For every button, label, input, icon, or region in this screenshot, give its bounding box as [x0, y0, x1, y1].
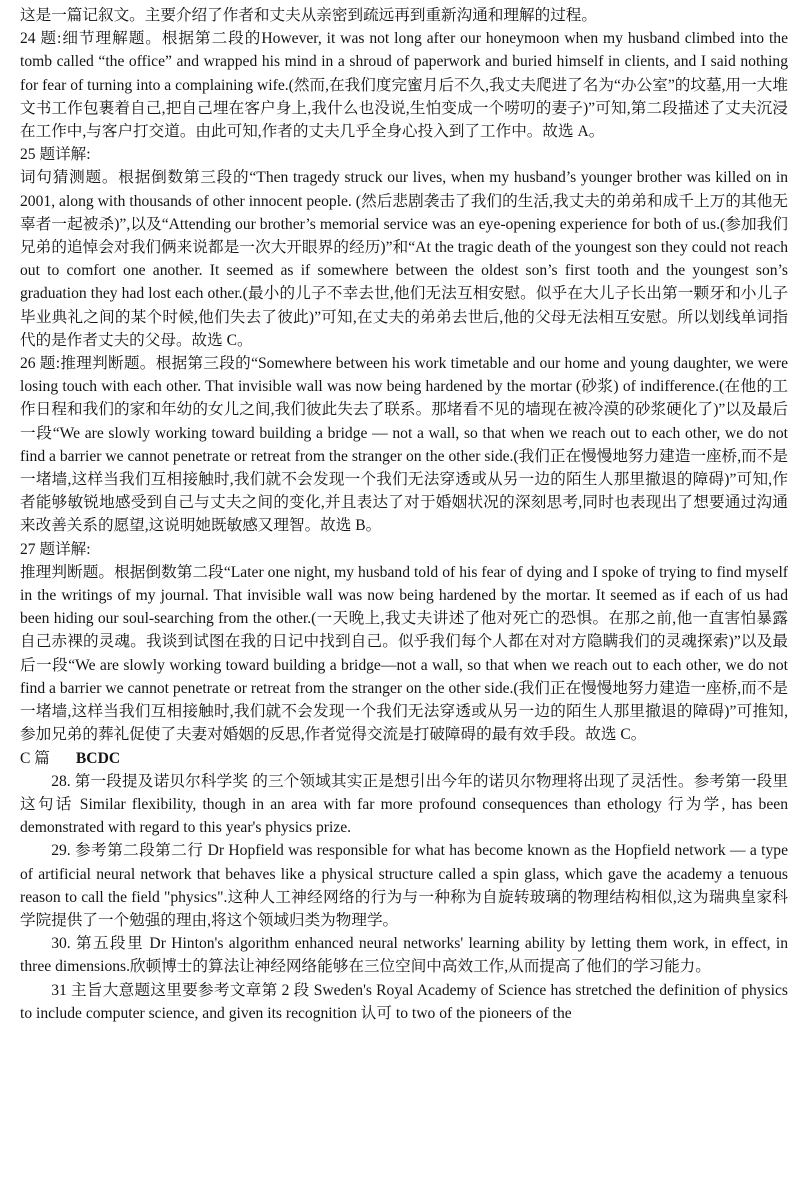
passage-summary: 这是一篇记叙文。主要介绍了作者和丈夫从亲密到疏远再到重新沟通和理解的过程。: [20, 7, 597, 24]
question-28-explanation: 28. 第一段提及诺贝尔科学奖 的三个领域其实正是想引出今年的诺贝尔物理将出现了灵活性。参考第一段里这句话 Similar flexibility, though in an area with far more profound consequences than ethology 行为学, has been demonstrated with regard to this year's physics prize.: [20, 772, 788, 837]
question-30-explanation: 30. 第五段里 Dr Hinton's algorithm enhanced neural networks' learning ability by letting them work, in effect, in three dimensions.欣顿博士的算法让神经网络能够在三位空间中高效工作,从而提高了他们的学习能力。: [20, 935, 788, 976]
question-26-explanation: 26 题:推理判断题。根据第三段的“Somewhere between his work timetable and our home and young daughter, we were losing touch with each other. That invisible wall was now being hardened by the mortar (砂浆) of indifference.(在他的工作日程和我们的家和年幼的女儿之间,我们彼此失去了联系。那堵看不见的墙现在被冷漠的砂浆硬化了)”以及最后一段“We are slowly working toward building a bridge — not a wall, so that when we reach out to each other, we do not find a barrier we cannot penetrate or retreat from the stranger on the other side.(我们正在慢慢地努力建造一座桥,而不是一堵墙,这样当我们互相接触时,我们就不会发现一个我们无法穿透或从另一边的陌生人那里撤退的障碍)”可知,作者能够敏锐地感受到自己与丈夫之间的变化,并且表达了对于婚姻状况的深刻思考,同时也表现出了想要通过沟通来改善关系的愿望,这说明她既敏感又理智。故选 B。: [20, 355, 788, 535]
section-c-label: C 篇: [20, 749, 50, 767]
question-31-explanation: 31 主旨大意题这里要参考文章第 2 段 Sweden's Royal Academy of Science has stretched the definition of physics to include computer science, and given its recognition 认可 to two of the pioneers of the: [20, 981, 788, 1022]
question-25-heading: 25 题详解:: [20, 146, 91, 164]
question-25-explanation: 词句猜测题。根据倒数第三段的“Then tragedy struck our lives, when my husband’s younger brother was killed on in 2001, along with thousands of other innocent people. (然后悲剧袭击了我们的生活,我丈夫的弟弟和成千上万的其他无辜者一起被杀)”,以及“Attending our brother’s memorial service was an eye-opening experience for both of us.(参加我们兄弟的追悼会对我们俩来说都是一次大开眼界的经历)”和“At the tragic death of the youngest son they could not reach out to comfort one another. It seemed as if somewhere between the oldest son’s first tooth and the youngest son’s graduation they had lost each other.(最小的儿子不幸去世,他们无法互相安慰。似乎在大儿子长出第一颗牙和小儿子毕业典礼之间的某个时候,他们失去了彼此)”可知,在丈夫的弟弟去世后,他的父母无法相互安慰。所以划线单词指代的是作者丈夫的父母。故选 C。: [20, 169, 788, 349]
question-29-explanation: 29. 参考第二段第二行 Dr Hopfield was responsible for what has become known as the Hopfield network — a type of artificial neural network that behaves like a physical structure called a spin glass, which gave the academy a tenuous reason to call the field "physics".这种人工神经网络的行为与一种称为自旋转玻璃的物理结构相似,这为瑞典皇家科学院提供了一个勉强的理由,将这个领域归类为物理学。: [20, 842, 788, 929]
question-24-explanation: 24 题:细节理解题。根据第二段的However, it was not long after our honeymoon when my husband climbed into the tomb called “the office” and wrapped his mind in a shroud of paperwork and buried himself in clients, and I said nothing for fear of turning into a complaining wife.(然而,在我们度完蜜月后不久,我丈夫爬进了名为“办公室”的坟墓,用一大堆文书工作包裹着自己,把自己埋在客户身上,我什么也没说,生怕变成一个唠叨的妻子)”可知,第二段描述了丈夫沉浸在工作中,与客户打交道。由此可知,作者的丈夫几乎全身心投入到了工作中。故选 A。: [20, 30, 788, 141]
section-c-answers: [20, 747, 788, 770]
question-27-explanation: 推理判断题。根据倒数第二段“Later one night, my husband told of his fear of dying and I spoke of trying to find myself in the writings of my journal. That invisible wall was now being hardened by the mortar. It seemed as if each of us had been hiding our soul-searching from the other.(一天晚上,我丈夫讲述了他对死亡的恐惧。在那之前,他一直害怕暴露自己赤裸的灵魂。我谈到试图在我的日记中找到自己。似乎我们每个人都在对对方隐瞒我们的灵魂探索)”以及最后一段“We are slowly working toward building a bridge—not a wall, so that when we reach out to each other, we do not find a barrier we cannot penetrate or retreat from the stranger on the other side.(我们正在慢慢地努力建造一座桥,而不是一堵墙,这样当我们互相接触时,我们就不会发现一个我们无法穿透或从另一边的陌生人那里撤退的障碍)”可推知,参加兄弟的葬礼促使了夫妻对婚姻的反思,作者觉得交流是打破障碍的最有效手段。故选 C。: [20, 563, 788, 744]
section-c-answer-key: BCDC: [75, 749, 121, 767]
question-27-heading: 27 题详解:: [20, 540, 91, 558]
